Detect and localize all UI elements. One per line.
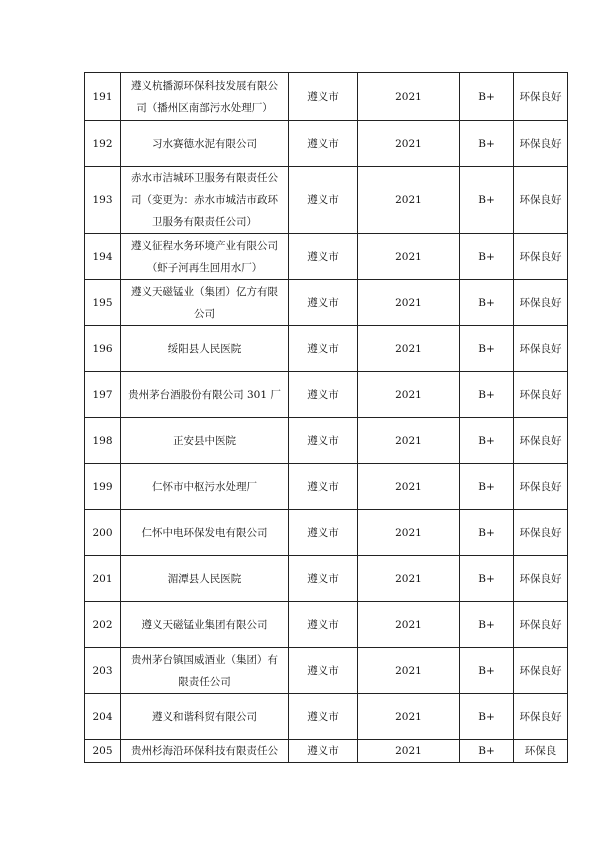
cell-company-name: 仁怀市中枢污水处理厂 xyxy=(121,464,289,510)
cell-no: 202 xyxy=(85,602,121,648)
cell-no: 196 xyxy=(85,326,121,372)
cell-remark: 环保良好 xyxy=(514,167,568,234)
table-row xyxy=(85,740,568,763)
table-body xyxy=(85,73,568,763)
cell-year: 2021 xyxy=(358,167,460,234)
cell-company-name: 遵义和谐科贸有限公司 xyxy=(121,694,289,740)
cell-no: 199 xyxy=(85,464,121,510)
cell-no: 205 xyxy=(85,740,121,763)
cell-grade: B+ xyxy=(460,280,514,326)
cell-year: 2021 xyxy=(358,280,460,326)
cell-no: 195 xyxy=(85,280,121,326)
cell-year: 2021 xyxy=(358,121,460,167)
cell-remark: 环保良好 xyxy=(514,418,568,464)
table-row xyxy=(85,372,568,418)
cell-no: 203 xyxy=(85,648,121,694)
cell-city: 遵义市 xyxy=(289,740,358,763)
cell-remark: 环保良好 xyxy=(514,326,568,372)
cell-grade: B+ xyxy=(460,372,514,418)
cell-city: 遵义市 xyxy=(289,280,358,326)
cell-grade: B+ xyxy=(460,234,514,280)
table-row xyxy=(85,326,568,372)
cell-company-name: 遵义征程水务环境产业有限公司（虾子河再生回用水厂） xyxy=(121,234,289,280)
cell-grade: B+ xyxy=(460,167,514,234)
cell-no: 193 xyxy=(85,167,121,234)
cell-year: 2021 xyxy=(358,372,460,418)
cell-city: 遵义市 xyxy=(289,418,358,464)
cell-year: 2021 xyxy=(358,648,460,694)
cell-company-name: 赤水市洁城环卫服务有限责任公司（变更为：赤水市城洁市政环卫服务有限责任公司） xyxy=(121,167,289,234)
table-row xyxy=(85,234,568,280)
table-row xyxy=(85,694,568,740)
cell-grade: B+ xyxy=(460,326,514,372)
cell-company-name: 正安县中医院 xyxy=(121,418,289,464)
cell-no: 201 xyxy=(85,556,121,602)
cell-company-name: 贵州茅台镇国威酒业（集团）有限责任公司 xyxy=(121,648,289,694)
cell-company-name: 仁怀中电环保发电有限公司 xyxy=(121,510,289,556)
cell-city: 遵义市 xyxy=(289,556,358,602)
cell-year: 2021 xyxy=(358,510,460,556)
cell-city: 遵义市 xyxy=(289,602,358,648)
cell-year: 2021 xyxy=(358,464,460,510)
cell-city: 遵义市 xyxy=(289,464,358,510)
cell-year: 2021 xyxy=(358,73,460,121)
enterprise-credit-table xyxy=(84,72,568,763)
cell-no: 191 xyxy=(85,73,121,121)
cell-remark: 环保良好 xyxy=(514,464,568,510)
cell-grade: B+ xyxy=(460,73,514,121)
cell-remark: 环保良好 xyxy=(514,556,568,602)
table-row xyxy=(85,556,568,602)
cell-grade: B+ xyxy=(460,418,514,464)
cell-year: 2021 xyxy=(358,602,460,648)
cell-no: 204 xyxy=(85,694,121,740)
cell-year: 2021 xyxy=(358,234,460,280)
cell-grade: B+ xyxy=(460,694,514,740)
cell-remark: 环保良好 xyxy=(514,372,568,418)
cell-city: 遵义市 xyxy=(289,510,358,556)
cell-company-name: 贵州茅台酒股份有限公司 301 厂 xyxy=(121,372,289,418)
cell-city: 遵义市 xyxy=(289,694,358,740)
cell-no: 194 xyxy=(85,234,121,280)
cell-year: 2021 xyxy=(358,556,460,602)
table-row xyxy=(85,167,568,234)
cell-remark: 环保良好 xyxy=(514,648,568,694)
cell-grade: B+ xyxy=(460,602,514,648)
cell-grade: B+ xyxy=(460,121,514,167)
cell-grade: B+ xyxy=(460,556,514,602)
cell-city: 遵义市 xyxy=(289,73,358,121)
cell-remark: 环保良好 xyxy=(514,510,568,556)
cell-year: 2021 xyxy=(358,694,460,740)
cell-remark: 环保良好 xyxy=(514,121,568,167)
cell-company-name: 习水赛德水泥有限公司 xyxy=(121,121,289,167)
cell-grade: B+ xyxy=(460,464,514,510)
cell-remark: 环保良好 xyxy=(514,234,568,280)
cell-city: 遵义市 xyxy=(289,648,358,694)
cell-year: 2021 xyxy=(358,418,460,464)
table-row xyxy=(85,280,568,326)
table-row xyxy=(85,418,568,464)
cell-company-name: 绥阳县人民医院 xyxy=(121,326,289,372)
cell-city: 遵义市 xyxy=(289,167,358,234)
cell-grade: B+ xyxy=(460,740,514,763)
table-row xyxy=(85,464,568,510)
cell-company-name: 遵义天磁锰业（集团）亿方有限公司 xyxy=(121,280,289,326)
cell-no: 198 xyxy=(85,418,121,464)
cell-no: 192 xyxy=(85,121,121,167)
cell-company-name: 遵义天磁锰业集团有限公司 xyxy=(121,602,289,648)
cell-remark: 环保良好 xyxy=(514,280,568,326)
cell-remark: 环保良好 xyxy=(514,73,568,121)
cell-grade: B+ xyxy=(460,510,514,556)
cell-company-name: 贵州杉海沿环保科技有限责任公 xyxy=(121,740,289,763)
cell-no: 197 xyxy=(85,372,121,418)
cell-grade: B+ xyxy=(460,648,514,694)
cell-city: 遵义市 xyxy=(289,234,358,280)
cell-city: 遵义市 xyxy=(289,121,358,167)
cell-year: 2021 xyxy=(358,326,460,372)
cell-no: 200 xyxy=(85,510,121,556)
cell-year: 2021 xyxy=(358,740,460,763)
cell-city: 遵义市 xyxy=(289,326,358,372)
cell-company-name: 遵义杭播源环保科技发展有限公司（播州区南部污水处理厂） xyxy=(121,73,289,121)
table-row xyxy=(85,510,568,556)
cell-company-name: 湄潭县人民医院 xyxy=(121,556,289,602)
cell-remark: 环保良 xyxy=(514,740,568,763)
table-row xyxy=(85,121,568,167)
table-row xyxy=(85,73,568,121)
table-row xyxy=(85,648,568,694)
table-row xyxy=(85,602,568,648)
cell-city: 遵义市 xyxy=(289,372,358,418)
cell-remark: 环保良好 xyxy=(514,694,568,740)
cell-remark: 环保良好 xyxy=(514,602,568,648)
